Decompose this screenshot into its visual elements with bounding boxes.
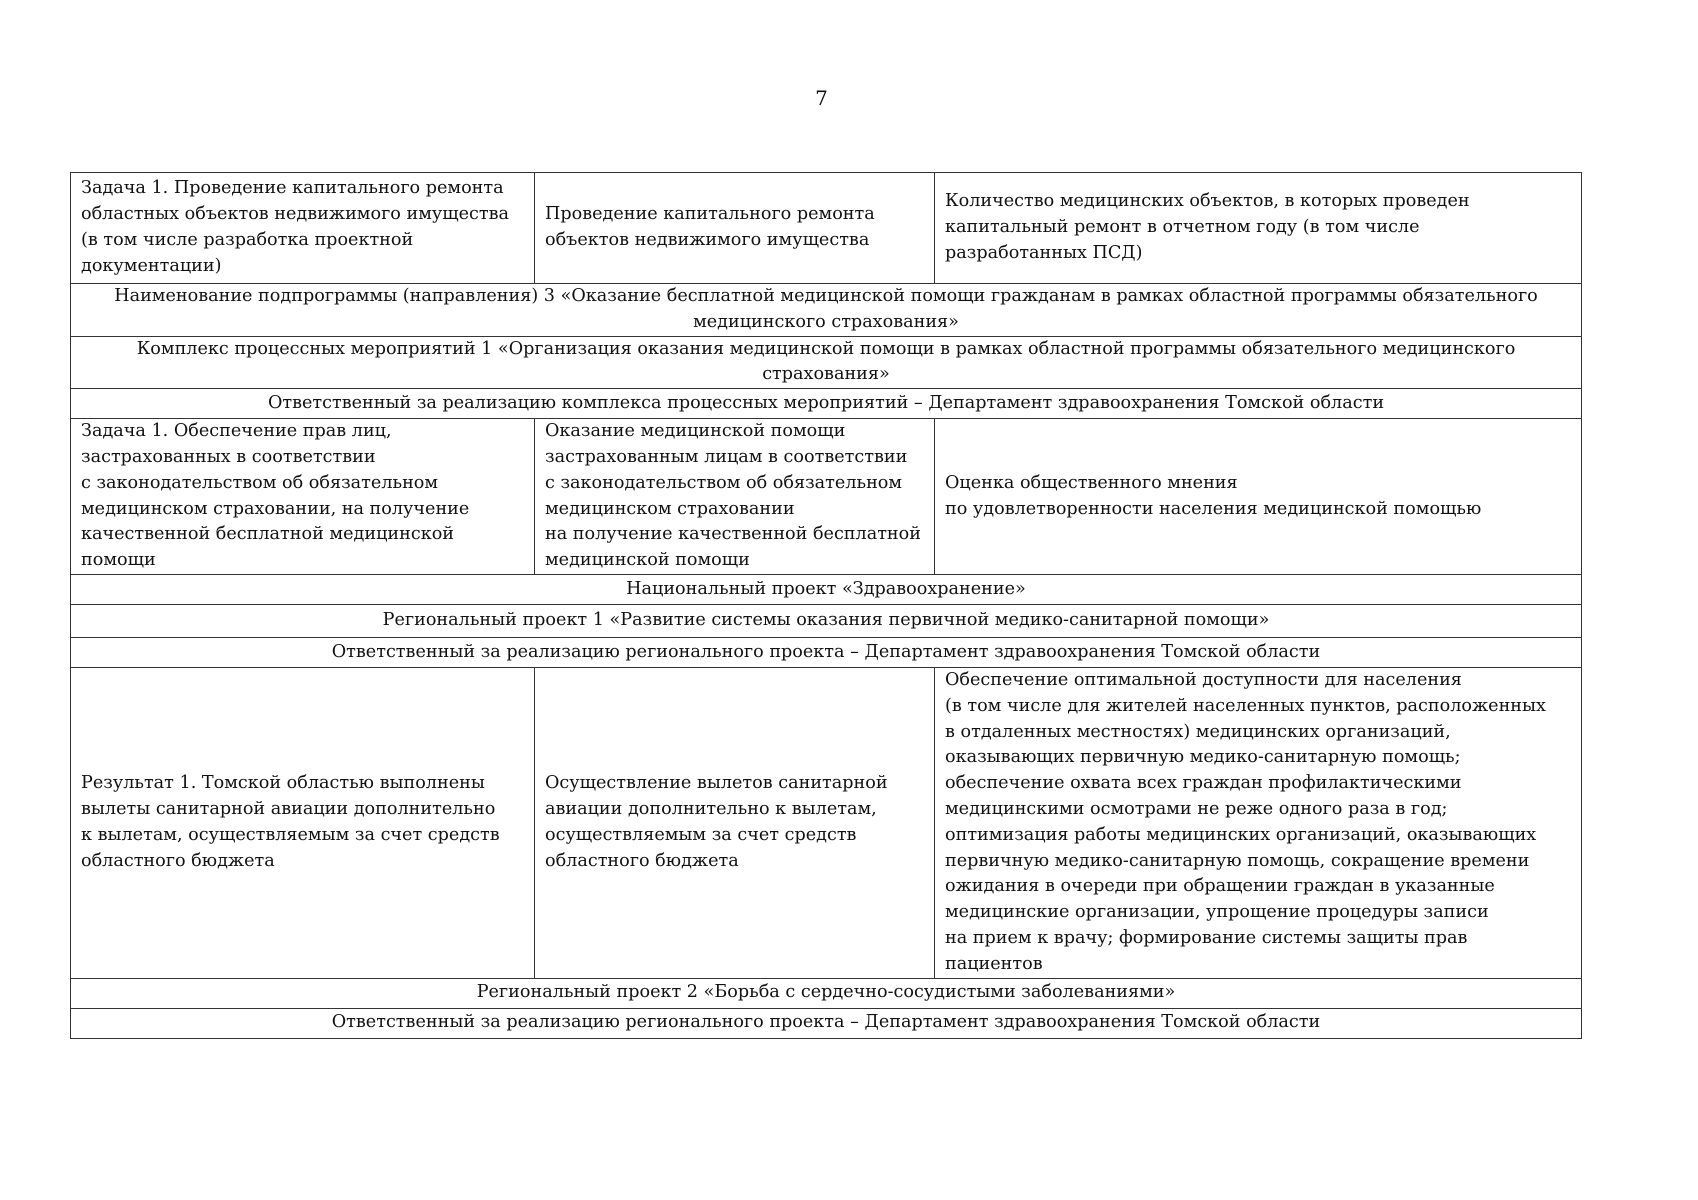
table-row (71, 389, 1582, 419)
page-number: 7 (815, 86, 828, 110)
event-cell: Осуществление вылетов санитарной авиации дополнительно к вылетам, осуществляемым за счет средств областного бюджета (535, 667, 935, 978)
regional-project-2-responsible: Ответственный за реализацию регионального проекта – Департамент здравоохранения Томской области (71, 1008, 1582, 1038)
table-row (71, 284, 1582, 337)
table-row (71, 978, 1582, 1008)
regional-project-2-title: Региональный проект 2 «Борьба с сердечно-сосудистыми заболеваниями» (71, 978, 1582, 1008)
indicator-cell: Оценка общественного мнения по удовлетворенности населения медицинской помощью (935, 419, 1582, 575)
table-row (71, 604, 1582, 637)
complex-responsible: Ответственный за реализацию комплекса процессных мероприятий – Департамент здравоохранения Томской области (71, 389, 1582, 419)
event-cell: Проведение капитального ремонта объектов недвижимого имущества (535, 173, 935, 284)
task-cell: Задача 1. Проведение капитального ремонта областных объектов недвижимого имущества (в том числе разработка проектной документации) (71, 173, 535, 284)
indicator-cell: Обеспечение оптимальной доступности для населения (в том числе для жителей населенных пунктов, расположенных в отдаленных местностях) медицинских организаций, оказывающих первичную медико-санитарную помощь; обеспечение охвата всех граждан профилактическими медицинскими осмотрами не реже одного раза в год; оптимизация работы медицинских организаций, оказывающих первичную медико-санитарную помощь, сокращение времени ожидания в очереди при обращении граждан в указанные медицинские организации, упрощение процедуры записи на прием к врачу; формирование системы защиты прав пациентов (935, 667, 1582, 978)
result-cell: Результат 1. Томской областью выполнены вылеты санитарной авиации дополнительно к вылетам, осуществляемым за счет средств областного бюджета (71, 667, 535, 978)
subprogram-title: Наименование подпрограммы (направления) 3 «Оказание бесплатной медицинской помощи гражданам в рамках областной программы обязательного медицинского страхования» (71, 284, 1582, 337)
table-row (71, 637, 1582, 667)
table-row (71, 1008, 1582, 1038)
table-row (71, 574, 1582, 604)
table-row (71, 173, 1582, 284)
table-row (71, 419, 1582, 575)
national-project-title: Национальный проект «Здравоохранение» (71, 574, 1582, 604)
regional-project-1-responsible: Ответственный за реализацию регионального проекта – Департамент здравоохранения Томской области (71, 637, 1582, 667)
task-cell: Задача 1. Обеспечение прав лиц, застрахованных в соответствии с законодательством об обязательном медицинском страховании, на получение качественной бесплатной медицинской помощи (71, 419, 535, 575)
process-complex-title: Комплекс процессных мероприятий 1 «Организация оказания медицинской помощи в рамках областной программы обязательного медицинского страхования» (71, 336, 1582, 389)
event-cell: Оказание медицинской помощи застрахованным лицам в соответствии с законодательством об обязательном медицинском страховании на получение качественной бесплатной медицинской помощи (535, 419, 935, 575)
program-structure-table (70, 172, 1582, 1039)
table-row (71, 667, 1582, 978)
regional-project-1-title: Региональный проект 1 «Развитие системы оказания первичной медико-санитарной помощи» (71, 604, 1582, 637)
indicator-cell: Количество медицинских объектов, в которых проведен капитальный ремонт в отчетном году (в том числе разработанных ПСД) (935, 173, 1582, 284)
table-row (71, 336, 1582, 389)
